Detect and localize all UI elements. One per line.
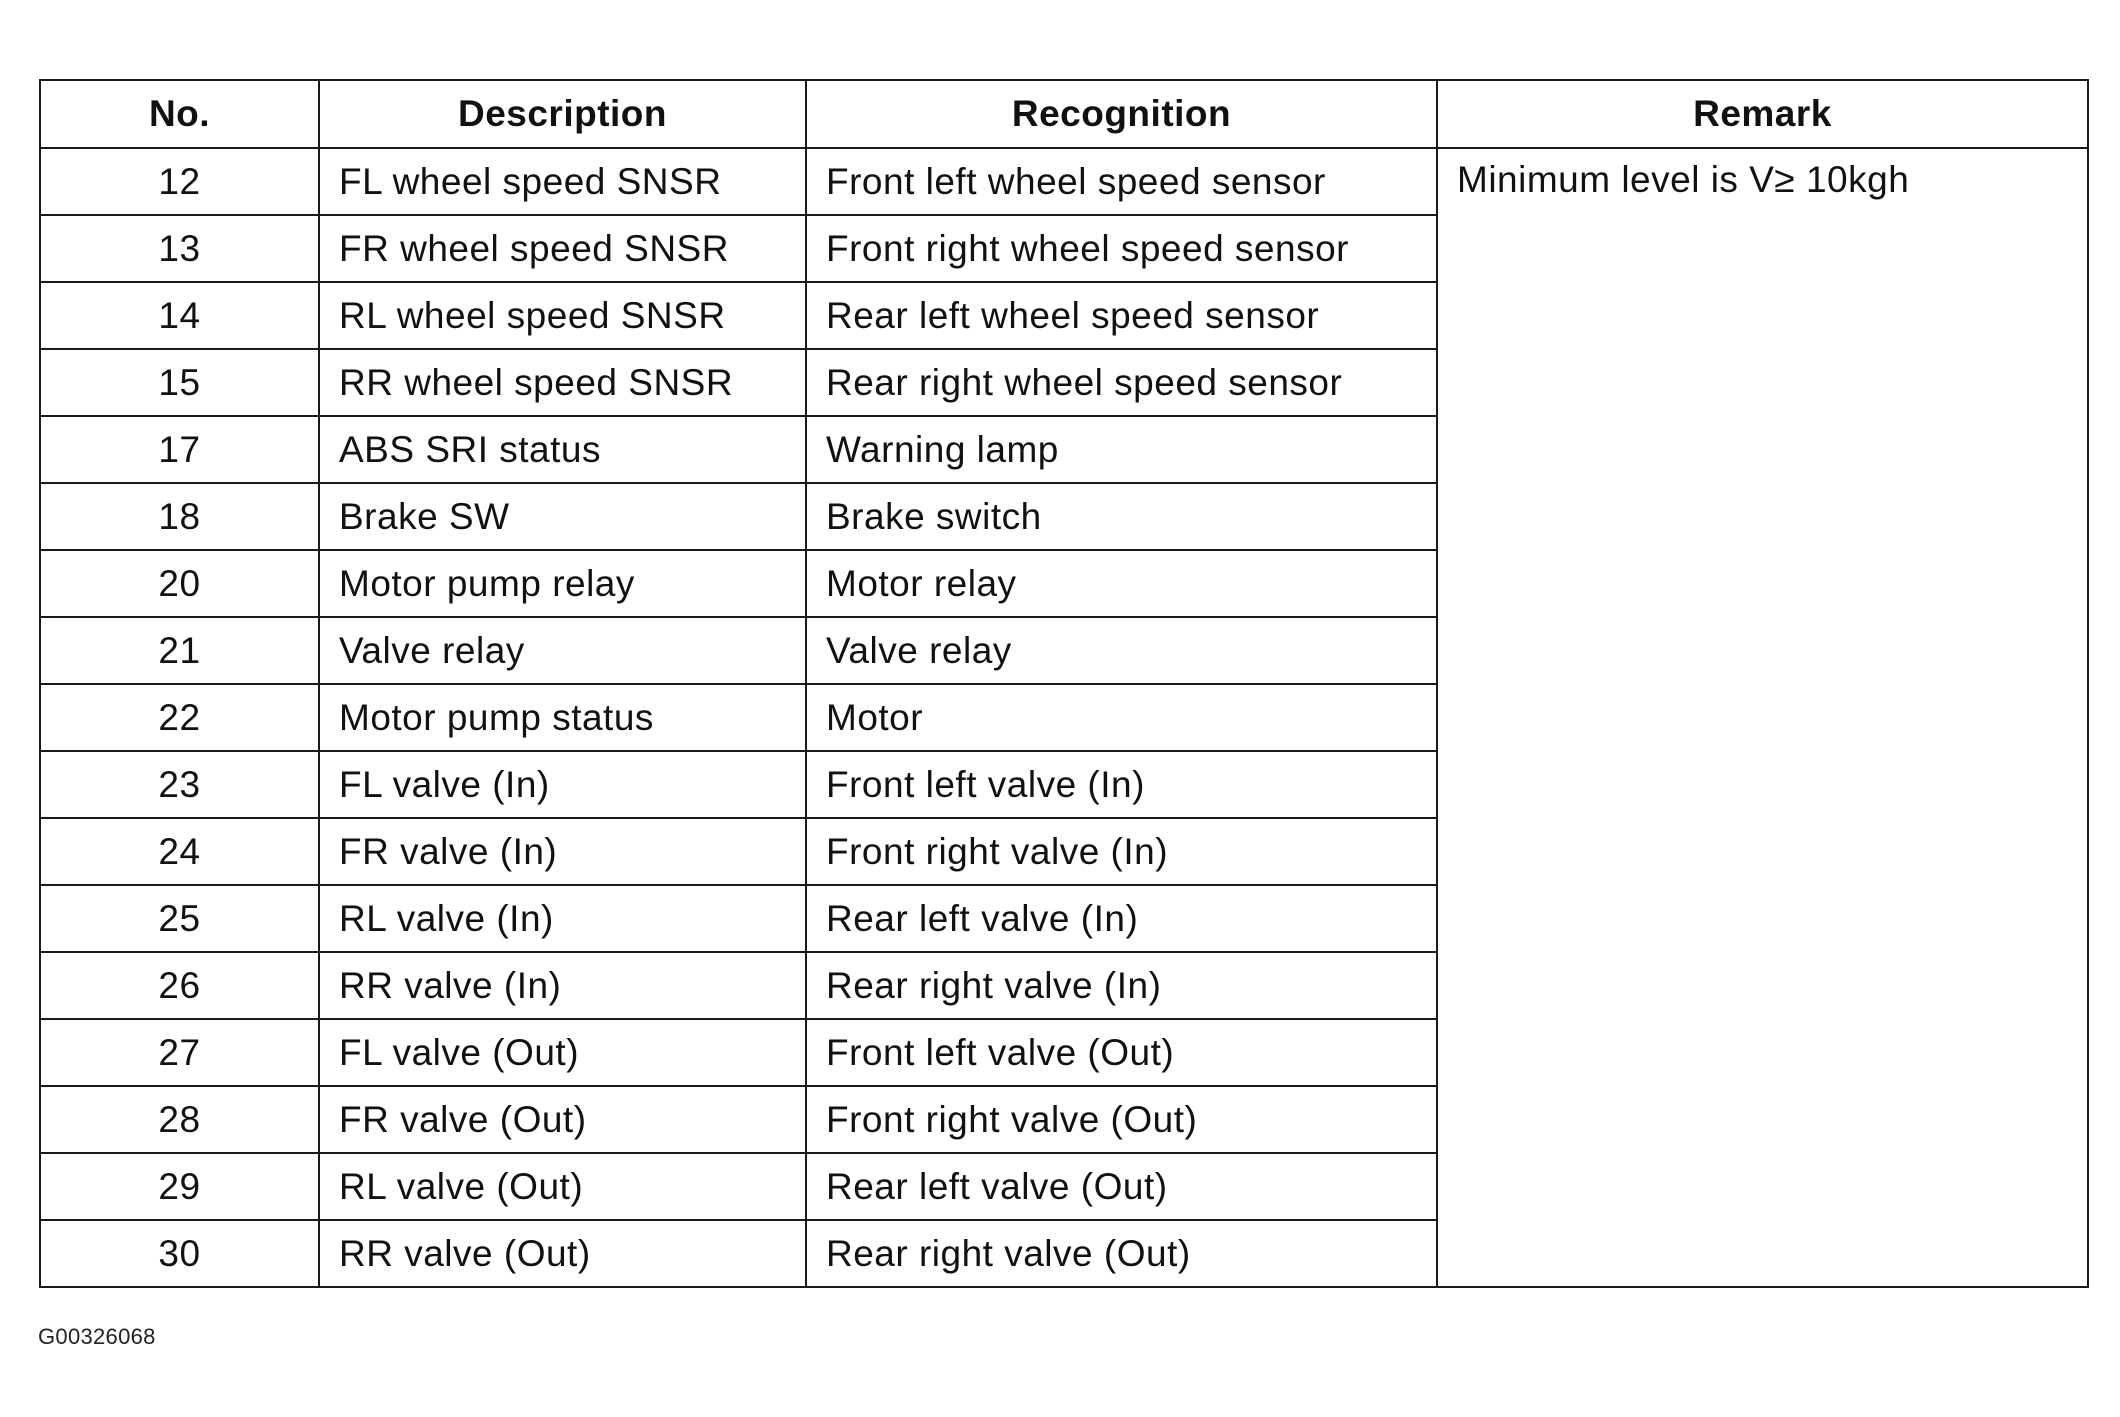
cell-description: RL wheel speed SNSR (319, 282, 806, 349)
cell-no: 21 (40, 617, 319, 684)
cell-description: Brake SW (319, 483, 806, 550)
cell-recognition: Front left valve (In) (806, 751, 1437, 818)
cell-description: ABS SRI status (319, 416, 806, 483)
cell-recognition: Brake switch (806, 483, 1437, 550)
cell-no: 26 (40, 952, 319, 1019)
cell-recognition: Warning lamp (806, 416, 1437, 483)
cell-recognition: Rear right valve (In) (806, 952, 1437, 1019)
cell-no: 30 (40, 1220, 319, 1287)
cell-description: RR valve (In) (319, 952, 806, 1019)
abs-diagnostic-table (39, 79, 2089, 1288)
cell-no: 15 (40, 349, 319, 416)
cell-recognition: Rear left wheel speed sensor (806, 282, 1437, 349)
cell-description: RL valve (In) (319, 885, 806, 952)
cell-no: 27 (40, 1019, 319, 1086)
cell-recognition: Rear left valve (In) (806, 885, 1437, 952)
cell-no: 25 (40, 885, 319, 952)
cell-recognition: Front left wheel speed sensor (806, 148, 1437, 215)
cell-description: FL wheel speed SNSR (319, 148, 806, 215)
table-row (40, 148, 2088, 215)
cell-no: 14 (40, 282, 319, 349)
cell-description: Motor pump relay (319, 550, 806, 617)
cell-recognition: Front left valve (Out) (806, 1019, 1437, 1086)
cell-description: FR wheel speed SNSR (319, 215, 806, 282)
cell-description: Motor pump status (319, 684, 806, 751)
table-header (40, 80, 2088, 148)
cell-description: FR valve (Out) (319, 1086, 806, 1153)
cell-recognition: Rear left valve (Out) (806, 1153, 1437, 1220)
cell-no: 12 (40, 148, 319, 215)
header-remark: Remark (1437, 80, 2088, 148)
cell-description: RL valve (Out) (319, 1153, 806, 1220)
cell-recognition: Motor (806, 684, 1437, 751)
cell-remark: Minimum level is V≥ 10kgh (1437, 148, 2088, 1287)
table-body (40, 148, 2088, 1287)
cell-recognition: Rear right valve (Out) (806, 1220, 1437, 1287)
header-recognition: Recognition (806, 80, 1437, 148)
cell-description: RR wheel speed SNSR (319, 349, 806, 416)
cell-no: 22 (40, 684, 319, 751)
header-description: Description (319, 80, 806, 148)
cell-recognition: Rear right wheel speed sensor (806, 349, 1437, 416)
cell-no: 17 (40, 416, 319, 483)
cell-recognition: Front right valve (Out) (806, 1086, 1437, 1153)
cell-description: Valve relay (319, 617, 806, 684)
cell-recognition: Front right valve (In) (806, 818, 1437, 885)
cell-no: 24 (40, 818, 319, 885)
cell-description: RR valve (Out) (319, 1220, 806, 1287)
cell-description: FL valve (Out) (319, 1019, 806, 1086)
cell-no: 29 (40, 1153, 319, 1220)
cell-no: 20 (40, 550, 319, 617)
cell-description: FR valve (In) (319, 818, 806, 885)
cell-recognition: Front right wheel speed sensor (806, 215, 1437, 282)
cell-description: FL valve (In) (319, 751, 806, 818)
header-no: No. (40, 80, 319, 148)
cell-no: 23 (40, 751, 319, 818)
cell-no: 18 (40, 483, 319, 550)
cell-recognition: Motor relay (806, 550, 1437, 617)
cell-no: 13 (40, 215, 319, 282)
figure-id: G00326068 (38, 1324, 156, 1349)
header-row (40, 80, 2088, 148)
cell-no: 28 (40, 1086, 319, 1153)
cell-recognition: Valve relay (806, 617, 1437, 684)
